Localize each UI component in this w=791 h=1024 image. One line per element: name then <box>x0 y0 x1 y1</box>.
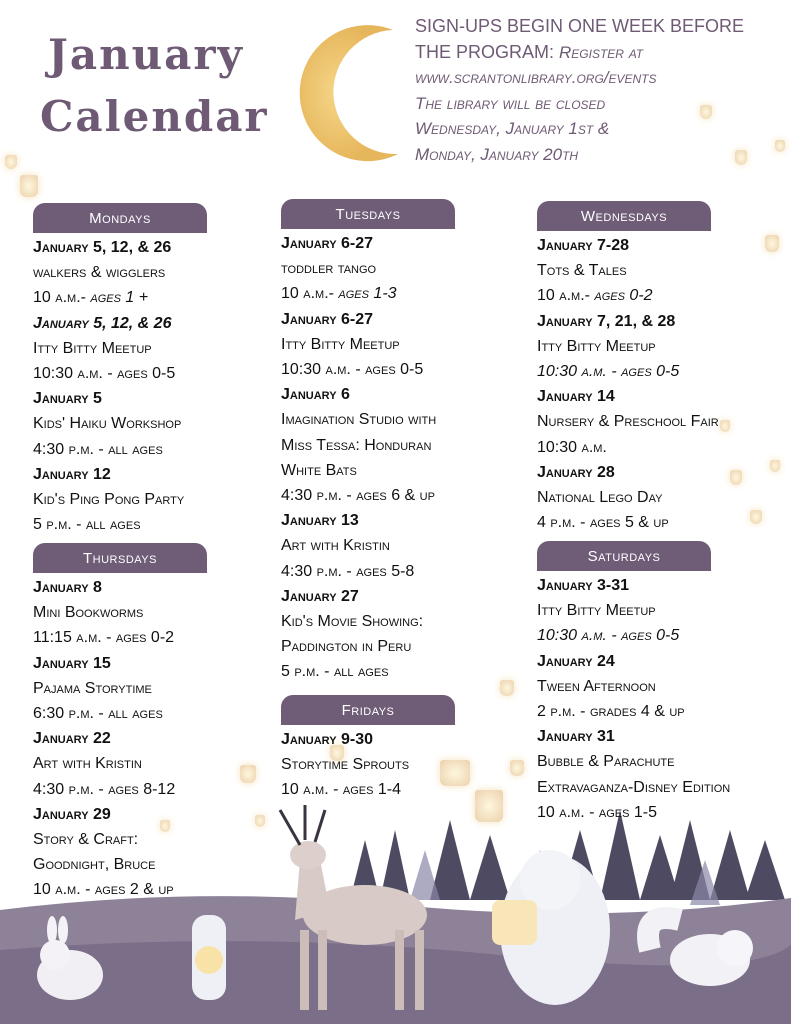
event-text: Imagination Studio with <box>281 411 437 429</box>
event-date <box>537 309 787 334</box>
cat-bottle-illustration <box>192 915 226 1000</box>
event-text: 10 a.m.- <box>281 285 339 303</box>
event-text: 10 a.m. - ages 1-4 <box>281 781 401 799</box>
event-text: January 14 <box>537 388 615 406</box>
event-detail <box>33 676 283 701</box>
event-date <box>33 802 283 827</box>
event-detail <box>281 609 531 634</box>
event-detail <box>33 512 283 537</box>
schedule-thursdays <box>33 543 283 903</box>
event-text: Goodnight, Bruce <box>33 856 156 874</box>
event-text: 4:30 p.m. - ages 6 & up <box>281 487 435 505</box>
event-text: 6:30 p.m. - all ages <box>33 705 163 723</box>
event-text: Art with Kristin <box>33 755 142 773</box>
event-date <box>537 573 787 598</box>
event-text: 10:30 a.m. <box>537 438 607 456</box>
event-detail <box>33 701 283 726</box>
event-text: January 7, 21, & 28 <box>537 312 676 330</box>
moon-illustration <box>298 22 408 162</box>
event-text: Tween Afternoon <box>537 677 656 695</box>
event-text: Extravaganza-Disney Edition <box>537 778 731 796</box>
notice-line: Register at <box>559 42 644 62</box>
event-text: toddler tango <box>281 260 377 278</box>
event-text: 4:30 p.m. - ages 8-12 <box>33 780 176 798</box>
event-text: Storytime Sprouts <box>281 756 410 774</box>
title-january: January <box>48 30 244 79</box>
lantern-icon <box>775 140 785 152</box>
event-detail <box>33 625 283 650</box>
event-text: Story & Craft: <box>33 831 139 849</box>
event-text: 10:30 a.m. - ages 0-5 <box>537 627 680 645</box>
event-text: January 28 <box>537 463 615 481</box>
notice-line: SIGN-UPS BEGIN ONE WEEK BEFORE <box>415 16 745 36</box>
event-text: 5 p.m. - all ages <box>281 663 389 681</box>
event-text: National Lego Day <box>537 489 663 507</box>
event-date <box>281 508 531 533</box>
event-detail <box>537 598 787 623</box>
event-detail <box>537 800 787 825</box>
event-detail <box>537 283 787 308</box>
event-text: Miss Tessa: Honduran <box>281 436 432 454</box>
event-detail <box>537 699 787 724</box>
event-detail <box>537 258 787 283</box>
event-text: January 6-27 <box>281 235 374 252</box>
event-detail <box>281 433 531 458</box>
event-text: 10 a.m. - ages 2 & up <box>33 881 174 899</box>
event-date <box>33 235 283 260</box>
event-text: 10 a.m. - ages 1-5 <box>537 803 657 821</box>
event-text: walkers & wigglers <box>33 264 166 282</box>
event-detail <box>281 777 531 802</box>
event-ages: ages 1-3 <box>338 285 397 303</box>
event-detail <box>537 775 787 800</box>
event-date <box>537 460 787 485</box>
event-date <box>537 233 787 258</box>
event-ages: ages 1 + <box>90 289 149 307</box>
event-detail <box>537 359 787 384</box>
lantern-icon <box>5 155 17 169</box>
event-detail <box>281 483 531 508</box>
event-text: January 6 <box>281 386 350 404</box>
event-text: Bubble & Parachute <box>537 753 675 771</box>
event-text: January 8 <box>33 579 102 596</box>
event-detail <box>33 751 283 776</box>
event-text: January 12 <box>33 465 111 483</box>
event-text: 10:30 a.m. - ages 0-5 <box>33 365 176 383</box>
event-date <box>537 384 787 409</box>
event-text: January 3-31 <box>537 577 630 594</box>
notice-line: THE PROGRAM: <box>415 41 560 62</box>
website-link[interactable]: www.scrantonlibrary.org/events <box>415 68 657 87</box>
schedule-mondays <box>33 203 283 537</box>
lantern-icon <box>735 150 747 165</box>
event-detail <box>33 777 283 802</box>
event-detail <box>281 256 531 281</box>
schedule-tuesdays <box>281 199 531 685</box>
event-detail <box>33 487 283 512</box>
event-date <box>537 649 787 674</box>
event-detail <box>33 827 283 852</box>
event-text: 2 p.m. - grades 4 & up <box>537 703 685 721</box>
event-detail <box>33 600 283 625</box>
event-text: Nursery & Preschool Fair <box>537 413 719 431</box>
day-header: Thursdays <box>33 543 207 573</box>
event-text: Paddington in Peru <box>281 638 412 656</box>
event-date <box>33 651 283 676</box>
event-detail <box>537 435 787 460</box>
event-text: Mini Bookworms <box>33 604 144 622</box>
schedule-saturdays <box>537 541 787 825</box>
day-header: Wednesdays <box>537 201 711 231</box>
event-detail <box>281 407 531 432</box>
event-text: January 9-30 <box>281 731 374 748</box>
event-detail <box>281 752 531 777</box>
event-detail <box>33 411 283 436</box>
closed-notice: The library will be closed <box>415 93 606 113</box>
event-text: January 27 <box>281 587 359 605</box>
event-text: White Bats <box>281 461 357 479</box>
event-detail <box>537 623 787 648</box>
event-detail <box>537 409 787 434</box>
event-text: January 13 <box>281 512 359 530</box>
event-date <box>33 462 283 487</box>
event-date <box>281 231 531 256</box>
event-detail <box>537 334 787 359</box>
event-text: January 5 <box>33 390 102 408</box>
event-text: Pajama Storytime <box>33 679 152 697</box>
event-detail <box>33 260 283 285</box>
event-text: 10:30 a.m. - ages 0-5 <box>537 363 680 381</box>
event-date <box>281 584 531 609</box>
event-ages: ages 0-2 <box>594 287 653 305</box>
event-date <box>33 575 283 600</box>
event-date <box>33 386 283 411</box>
event-text: January 6-27 <box>281 310 374 328</box>
lantern-icon <box>20 175 38 197</box>
event-detail <box>281 533 531 558</box>
event-detail <box>281 281 531 306</box>
day-header: Fridays <box>281 695 455 725</box>
event-text: Art with Kristin <box>281 537 390 555</box>
event-detail <box>537 485 787 510</box>
event-detail <box>281 357 531 382</box>
event-detail <box>281 659 531 684</box>
event-text: January 29 <box>33 805 111 823</box>
event-text: Kid's Movie Showing: <box>281 613 424 631</box>
event-text: Itty Bitty Meetup <box>33 339 152 357</box>
closed-date: Monday, January 20th <box>415 144 579 164</box>
event-detail <box>33 361 283 386</box>
event-detail <box>33 877 283 902</box>
event-text: January 24 <box>537 652 615 670</box>
event-text: Tots & Tales <box>537 262 627 280</box>
event-text: Itty Bitty Meetup <box>281 335 400 353</box>
event-text: January 15 <box>33 654 111 672</box>
event-detail <box>281 332 531 357</box>
closed-date: Wednesday, January 1st & <box>415 119 610 138</box>
event-date <box>281 382 531 407</box>
event-text: Itty Bitty Meetup <box>537 337 656 355</box>
title-calendar: Calendar <box>40 92 269 141</box>
day-header: Mondays <box>33 203 207 233</box>
event-text: 4 p.m. - ages 5 & up <box>537 514 669 532</box>
event-detail <box>281 458 531 483</box>
event-date <box>281 727 531 752</box>
event-text: 10 a.m.- <box>33 289 91 307</box>
event-date <box>537 724 787 749</box>
event-text: January 5, 12, & 26 <box>33 314 172 332</box>
schedule-wednesdays <box>537 201 787 535</box>
event-text: January 31 <box>537 728 615 746</box>
event-detail <box>537 749 787 774</box>
event-detail <box>33 852 283 877</box>
day-header: Saturdays <box>537 541 711 571</box>
event-date <box>33 311 283 336</box>
event-date <box>281 307 531 332</box>
event-date <box>33 726 283 751</box>
event-detail <box>281 634 531 659</box>
day-header: Tuesdays <box>281 199 455 229</box>
event-text: Kids' Haiku Workshop <box>33 415 182 433</box>
event-text: January 22 <box>33 730 111 748</box>
event-text: 10:30 a.m. - ages 0-5 <box>281 361 424 379</box>
lantern-icon <box>700 105 712 119</box>
event-detail <box>537 510 787 535</box>
event-text: 4:30 p.m. - ages 5-8 <box>281 562 415 580</box>
event-text: 11:15 a.m. - ages 0-2 <box>33 629 175 647</box>
event-text: Kid's Ping Pong Party <box>33 491 185 509</box>
event-detail <box>33 285 283 310</box>
event-text: 5 p.m. - all ages <box>33 516 141 534</box>
event-detail <box>537 674 787 699</box>
event-text: January 7-28 <box>537 237 630 254</box>
event-detail <box>33 336 283 361</box>
signup-notice <box>415 14 785 167</box>
event-detail <box>33 437 283 462</box>
event-detail <box>281 559 531 584</box>
schedule-fridays <box>281 695 531 803</box>
event-text: 4:30 p.m. - all ages <box>33 440 163 458</box>
event-text: Itty Bitty Meetup <box>537 602 656 620</box>
event-text: January 5, 12, & 26 <box>33 239 172 256</box>
event-text: 10 a.m.- <box>537 287 595 305</box>
